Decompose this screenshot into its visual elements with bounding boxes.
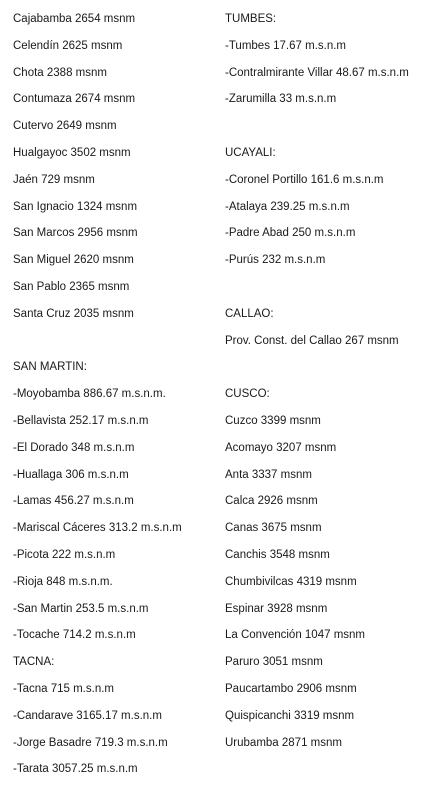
text-line: Santa Cruz 2035 msnm <box>13 307 134 320</box>
text-line: Cutervo 2649 msnm <box>13 120 117 133</box>
text-line: Cuzco 3399 msnm <box>225 414 321 427</box>
text-line: Prov. Const. del Callao 267 msnm <box>225 334 399 347</box>
left-text-column <box>13 11 218 788</box>
text-line: Hualgayoc 3502 msnm <box>13 146 131 159</box>
section-heading: TUMBES: <box>225 13 277 25</box>
text-line: Paucartambo 2906 msnm <box>225 682 357 695</box>
blank-line <box>225 118 430 145</box>
section-heading: CALLAO: <box>225 307 274 320</box>
right-text-column <box>225 11 430 761</box>
blank-line <box>225 279 430 306</box>
text-line: -San Martin 253.5 m.s.n.m <box>13 602 149 615</box>
text-line: La Convención 1047 msnm <box>225 629 365 642</box>
section-heading: TACNA: <box>13 656 55 669</box>
text-line: Anta 3337 msnm <box>225 468 312 481</box>
text-line: -Tumbes 17.67 m.s.n.m <box>225 39 347 52</box>
text-line: Canchis 3548 msnm <box>225 548 330 561</box>
text-line: Jaén 729 msnm <box>13 173 95 186</box>
text-line: Canas 3675 msnm <box>225 522 322 535</box>
text-line: Chota 2388 msnm <box>13 66 107 79</box>
text-line: -Picota 222 m.s.n.m <box>13 548 116 561</box>
text-line: Chumbivilcas 4319 msnm <box>225 575 357 588</box>
text-line: -Lamas 456.27 m.s.n.m <box>13 495 134 508</box>
text-line: Paruro 3051 msnm <box>225 656 323 669</box>
blank-line <box>13 333 218 360</box>
text-line: Celendín 2625 msnm <box>13 39 123 52</box>
blank-line <box>225 359 430 386</box>
text-line: Urubamba 2871 msnm <box>225 736 342 749</box>
text-line: San Marcos 2956 msnm <box>13 227 138 240</box>
text-line: -Contralmirante Villar 48.67 m.s.n.m <box>225 66 409 79</box>
text-line: -Rioja 848 m.s.n.m. <box>13 575 113 588</box>
text-line: -Moyobamba 886.67 m.s.n.m. <box>13 388 166 401</box>
text-line: Quispicanchi 3319 msnm <box>225 709 355 722</box>
text-line: Calca 2926 msnm <box>225 495 318 508</box>
text-line: San Miguel 2620 msnm <box>13 254 134 267</box>
text-line: -El Dorado 348 m.s.n.m <box>13 441 135 454</box>
text-line: -Jorge Basadre 719.3 m.s.n.m <box>13 736 168 749</box>
text-line: -Zarumilla 33 m.s.n.m <box>225 93 337 106</box>
text-line: -Tarata 3057.25 m.s.n.m <box>13 763 138 776</box>
text-line: -Mariscal Cáceres 313.2 m.s.n.m <box>13 522 182 535</box>
text-line: Cajabamba 2654 msnm <box>13 13 136 25</box>
section-heading: SAN MARTIN: <box>13 361 87 374</box>
text-line: -Candarave 3165.17 m.s.n.m <box>13 709 162 722</box>
text-line: Contumaza 2674 msnm <box>13 93 136 106</box>
text-line: Acomayo 3207 msnm <box>225 441 337 454</box>
text-line: -Bellavista 252.17 m.s.n.m <box>13 414 149 427</box>
section-heading: CUSCO: <box>225 388 270 401</box>
text-line: -Tocache 714.2 m.s.n.m <box>13 629 136 642</box>
text-line: San Ignacio 1324 msnm <box>13 200 138 213</box>
text-line: -Coronel Portillo 161.6 m.s.n.m <box>225 173 384 186</box>
text-line: -Purús 232 m.s.n.m <box>225 254 326 267</box>
text-line: San Pablo 2365 msnm <box>13 280 130 293</box>
text-line: -Padre Abad 250 m.s.n.m <box>225 227 356 240</box>
section-heading: UCAYALI: <box>225 146 276 159</box>
text-line: Espinar 3928 msnm <box>225 602 328 615</box>
text-line: -Huallaga 306 m.s.n.m <box>13 468 129 481</box>
text-line: -Tacna 715 m.s.n.m <box>13 682 114 695</box>
text-line: -Atalaya 239.25 m.s.n.m <box>225 200 350 213</box>
